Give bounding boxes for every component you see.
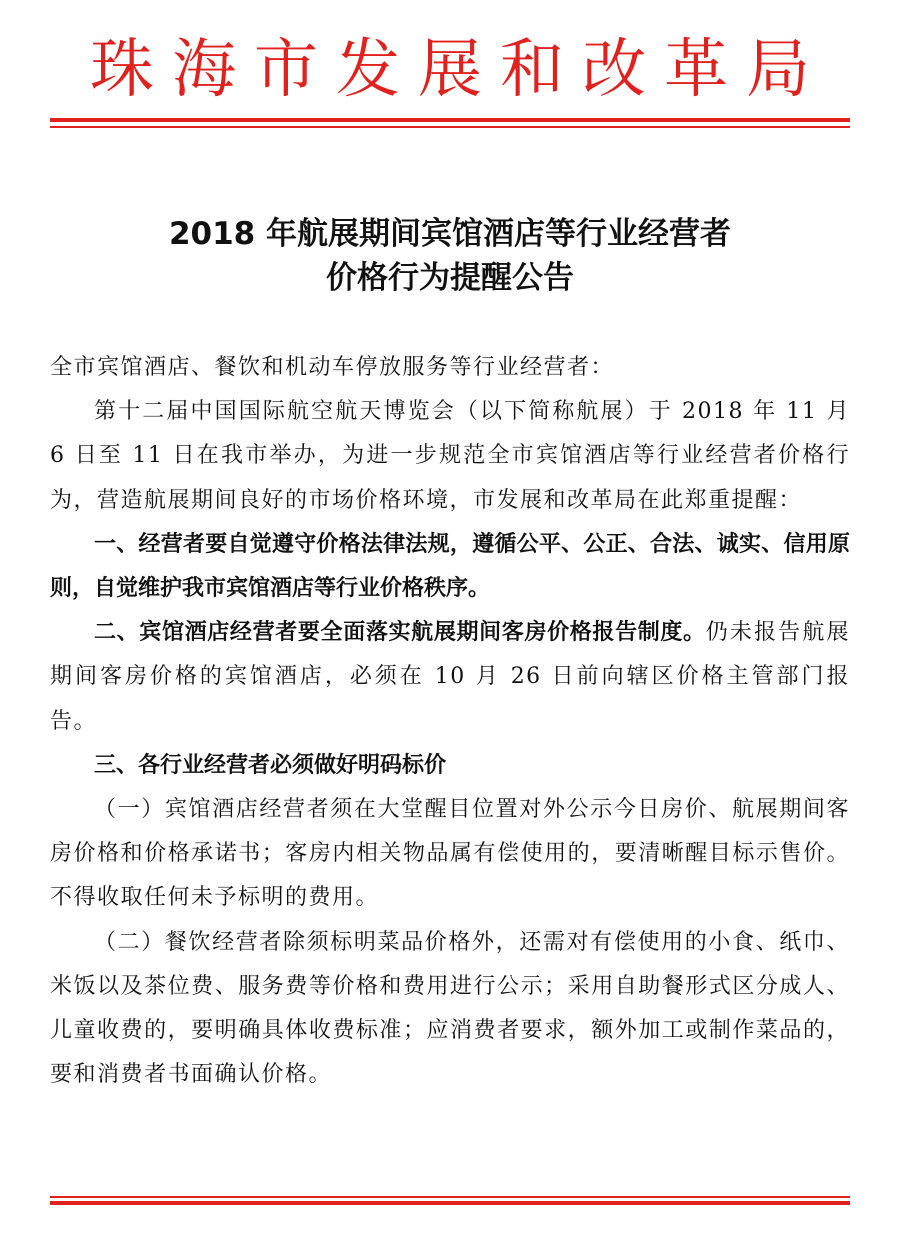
- letterhead-rule-top-thin: [50, 126, 850, 128]
- item-2-body: 仍未报告航展期间客房价格的宾馆酒店，必须在 10 月 26 日前向辖区价格主管部门报告。: [50, 620, 850, 734]
- letterhead-rule-top-thick: [50, 118, 850, 122]
- intro-paragraph: 第十二届中国国际航空航天博览会（以下简称航展）于 2018 年 11 月 6 日至 11 日在我市举办，为进一步规范全市宾馆酒店等行业经营者价格行为，营造航展期间良好的市场价格环境，市发展和改革局在此郑重提醒：: [50, 399, 850, 513]
- letterhead-title: 珠海市发展和改革局: [90, 33, 828, 107]
- document-body: [50, 346, 850, 1097]
- document-title-line-2: 价格行为提醒公告: [326, 260, 574, 296]
- document-title-line-1: 2018 年航展期间宾馆酒店等行业经营者: [168, 216, 732, 252]
- item-2-paragraph: [50, 611, 850, 744]
- footer-rule-thin: [50, 1196, 850, 1198]
- item-3-sub-2-paragraph: （二）餐饮经营者除须标明菜品价格外，还需对有偿使用的小食、纸巾、米饭以及茶位费、服务费等价格和费用进行公示；采用自助餐形式区分成人、儿童收费的，要明确具体收费标准；应消费者要求，额外加工或制作菜品的，要和消费者书面确认价格。: [50, 929, 850, 1088]
- document-title: [0, 212, 900, 300]
- item-2-heading: 二、宾馆酒店经营者要全面落实航展期间客房价格报告制度。: [94, 620, 706, 646]
- item-3-sub-1-paragraph: （一）宾馆酒店经营者须在大堂醒目位置对外公示今日房价、航展期间客房价格和价格承诺书；客房内相关物品属有偿使用的，要清晰醒目标示售价。不得收取任何未予标明的费用。: [50, 797, 850, 911]
- item-3-heading: 三、各行业经营者必须做好明码标价: [94, 752, 447, 778]
- item-1-paragraph: 一、经营者要自觉遵守价格法律法规，遵循公平、公正、合法、诚实、信用原则，自觉维护我市宾馆酒店等行业价格秩序。: [50, 531, 850, 602]
- footer-rule-thick: [50, 1201, 850, 1205]
- salutation: 全市宾馆酒店、餐饮和机动车停放服务等行业经营者：: [50, 355, 615, 380]
